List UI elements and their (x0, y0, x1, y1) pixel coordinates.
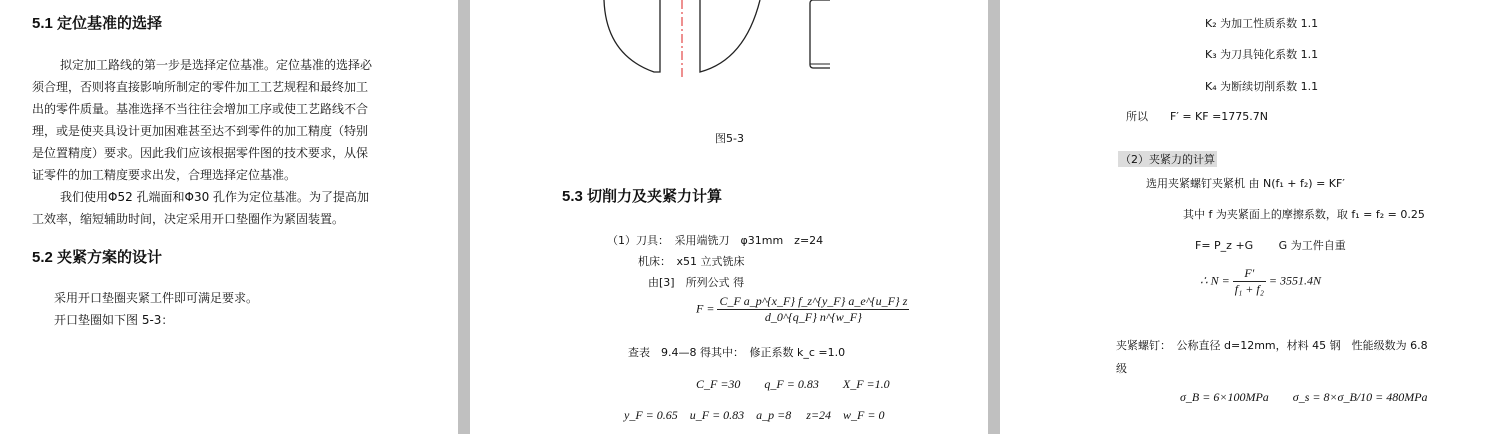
washer-drawing (590, 0, 830, 80)
n-lhs: ∴ N = (1200, 273, 1230, 288)
washer-figure-ref: 开口垫圈如下图 5-3： (54, 313, 174, 327)
n-rhs: = 3551.4N (1268, 273, 1321, 288)
document-page-1 (0, 0, 458, 434)
figure-caption: 图5-3 (715, 132, 744, 145)
document-page-3 (1000, 0, 1485, 434)
clamping-text: 采用开口垫圈夹紧工件即可满足要求。 (54, 291, 259, 305)
cutting-force-formula (696, 294, 909, 325)
n-fraction (1233, 266, 1266, 297)
tool-line: （1）刀具： 采用端铣刀 φ31mm z=24 (607, 234, 824, 247)
formula-fraction (717, 294, 909, 325)
paragraph-datum-choice: 我们使用Φ52 孔端面和Φ30 孔作为定位基准。为了提高加工效率，缩短辅助时间，决定采用开口垫圈作为紧固装置。 (32, 190, 370, 226)
stress-formula: σ_B = 6×100MPa σ_s = 8×σ_B/10 = 480MPa (1180, 390, 1428, 404)
screw-spec-line-cont: 级 (1116, 362, 1127, 375)
friction-line: 其中 f 为夹紧面上的摩擦系数，取 f₁ = f₂ = 0.25 (1183, 208, 1425, 221)
k2-line: K₂ 为加工性质系数 1.1 (1205, 17, 1319, 30)
n-denominator: f₁ + f₂ (1234, 282, 1264, 296)
n-numerator: F′ (1233, 266, 1266, 282)
k4-line: K₄ 为断续切削系数 1.1 (1205, 80, 1319, 93)
reference-line: 由[3] 所列公式 得 (648, 276, 745, 289)
formula-lhs: F = (696, 301, 715, 316)
document-page-2 (470, 0, 988, 434)
coefficients-line-1: C_F =30 q_F = 0.83 X_F =1.0 (696, 377, 890, 391)
fg-line: F= P_z +G G 为工件自重 (1195, 239, 1346, 252)
section-heading-5-1: 5.1 定位基准的选择 (32, 15, 163, 32)
result-force-line: 所以 F′ = KF =1775.7N (1126, 110, 1269, 123)
section-heading-5-3: 5.3 切削力及夹紧力计算 (562, 188, 723, 205)
clamping-force-heading: （2）夹紧力的计算 (1120, 153, 1215, 166)
coefficients-line-2: y_F = 0.65 u_F = 0.83 a_p =8 z=24 w_F = 0 (624, 408, 885, 422)
k3-line: K₃ 为刀具钝化系数 1.1 (1205, 48, 1319, 61)
formula-denominator: d_0^{q_F} n^{w_F} (764, 310, 862, 324)
formula-numerator: C_F a_p^{x_F} f_z^{y_F} a_e^{u_F} z (719, 294, 908, 308)
table-lookup-line: 查表 9.4—8 得其中： 修正系数 k_c =1.0 (628, 346, 846, 359)
clamping-force-formula (1200, 266, 1321, 297)
paragraph-positioning-datum: 拟定加工路线的第一步是选择定位基准。定位基准的选择必须合理，否则将直接影响所制定的零件加工工艺规程和最终加工出的零件质量。基准选择不当往往会增加工序或使工艺路线不合理，或是使夹具设计更加困难甚至达不到零件的加工精度（特别是位置精度）要求。因此我们应该根据零件图的技术要求，从保证零件的加工精度要求出发，合理选择定位基准。 (32, 58, 373, 182)
choose-screw-line: 选用夹紧螺钉夹紧机 由 N(f₁ + f₂) = KF′ (1146, 177, 1345, 190)
section-heading-5-2: 5.2 夹紧方案的设计 (32, 249, 163, 266)
screw-spec-line: 夹紧螺钉： 公称直径 d=12mm，材料 45 钢 性能级数为 6.8 (1116, 339, 1428, 352)
machine-line: 机床： x51 立式铣床 (638, 255, 745, 268)
